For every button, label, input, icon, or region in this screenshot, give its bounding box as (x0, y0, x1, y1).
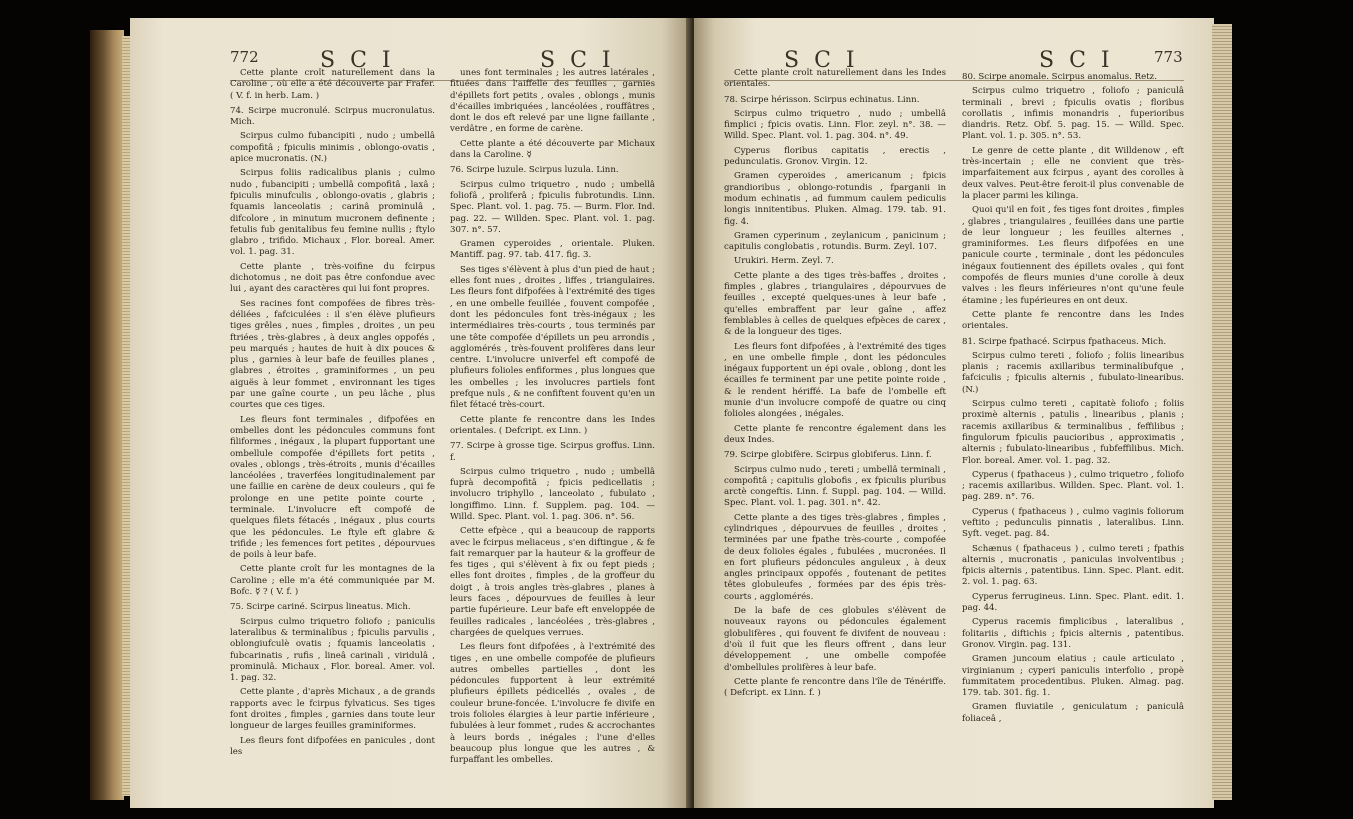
paragraph: Cette plante a des tiges très-glabres , fimples , cylindriques , dépourvues de feuilles , droites , terminées par une fpathe très-courte , compofée de deux folioles égales , fubulées , mucronées. Il en fort plufieurs pédoncules anguleux , à deux angles principaux oppofés , foutenant de petites têtes globuleufes , formées par des épis très-courts , agglomérés. (724, 512, 946, 602)
paragraph: unes font terminales ; les autres latérales , fituées dans l'aiffelle des feuilles , garnies d'épillets fort petits , ovales , oblongs , munis d'écailles imbriquées , lancéolées , rouffâtres , dont le dos eft relevé par une ligne faillante , verdâtre , en forme de carène. (450, 68, 655, 135)
paragraph: Ses racines font compofées de fibres très-déliées , fafciculées : il s'en élève plufieurs tiges grêles , nues , fimples , droites , un peu ftriées , très-glabres , à deux angles oppofés , peu marqués ; hautes de huit à dix pouces & plus , garnies à leur bafe de feuilles planes , glabres , étroites , graminiformes , un peu aiguës à leur fommet , environnant les tiges par une gaîne courte , un peu lâche , plus courtes que ces tiges. (230, 298, 435, 411)
paragraph: Scirpus culmo nudo , tereti ; umbellâ terminali , compofitâ ; capitulis globofis , ex fpiculis pluribus arctè congeftis. Linn. f. Suppl. pag. 104. — Willd. Spec. Plant. vol. 1. pag. 301. n°. 42. (724, 464, 946, 509)
paragraph: 76. Scirpe luzule. Scirpus luzula. Linn. (450, 165, 619, 176)
right-page (694, 18, 1214, 808)
paragraph: Scirpus culmo triquetro , nudo ; umbellâ foliofâ , proliferâ ; fpiculis fubrotundis. Linn. Spec. Plant. vol. 1. pag. 75. — Burm. Flor. Ind. pag. 22. — Willden. Spec. Plant. vol. 1. pag. 307. n°. 57. (450, 179, 655, 235)
paragraph: Schænus ( fpathaceus ) , culmo tereti ; fpathis alternis , mucronatis , paniculas involventibus ; fpicis alternis , patentibus. Linn. Spec. Plant. edit. 2. vol. 1. pag. 63. (962, 543, 1184, 588)
paragraph: Les fleurs font difpofées , à l'extrémité des tiges , en une ombelle compofée de plufieurs autres ombelles partielles , dont les pédoncules fupportent à leur extrémité plufieurs épillets pédicellés , ovales , de couleur brune-foncée. L'involucre fe divife en trois folioles élargies à leur partie inférieure , fubulées à leur fommet , rudes & accrochantes à leurs bords , inégales ; l'une d'elles beaucoup plus longue que les autres , & furpaffant les ombelles. (450, 642, 656, 766)
paragraph: Scirpus culmo triquetro , foliofo ; paniculâ terminali , brevi ; fpiculis ovatis ; floribus corollatis , infimis monandris , fuperioribus diandris. Retz. Obf. 5. pag. 15. — Willd. Spec. Plant. vol. 1. p. 305. n°. 53. (962, 86, 1184, 142)
paragraph: Cette plante fe rencontre dans les Indes orientales. ( Defcript. ex Linn. ) (450, 414, 655, 436)
running-header: S C I (320, 48, 395, 73)
paragraph: Cyperus ( fpathaceus ) , culmo vaginis foliorum veftito ; pedunculis pinnatis , lateralibus. Linn. Syft. veget. pag. 84. (962, 506, 1184, 540)
paragraph: Cette plante a des tiges très-baffes , droites , fimples , glabres , triangulaires , dépourvues de feuilles , excepté quelques-unes à leur bafe , qu'elles embraffent par leur gaîne , affez femblables à celles de quelques efpèces de carex , & de la longueur des tiges. (724, 270, 946, 338)
page-block-edge (122, 36, 130, 796)
paragraph: 78. Scirpe hérisson. Scirpus echinatus. Linn. (724, 94, 920, 105)
paragraph: Cette plante fe rencontre dans l'île de Ténériffe. ( Defcript. ex Linn. f. ) (724, 676, 946, 699)
running-header: S C I (1039, 48, 1114, 73)
paragraph: Cette plante croît fur les montagnes de la Caroline ; elle m'a été communiquée par M. Bofc. ☿ ? ( V. f. ) (230, 564, 435, 598)
paragraph: Cyperus ( fpathaceus ) , culmo triquetro , foliofo ; racemis axillaribus. Willden. Spec. Plant. vol. 1. pag. 289. n°. 76. (962, 469, 1184, 503)
paragraph: Gramen cyperoides , americanum ; fpicis grandioribus , oblongo-rotundis , fparganii in modum echinatis , ad fummum caulem pediculis longis innitentibus. Pluken. Almag. 179. tab. 91. fig. 4. (724, 171, 946, 227)
paragraph: Scirpus foliis radicalibus planis ; culmo nudo , fubancipiti ; umbellâ compofitâ , laxâ ; fpiculis minufculis , oblongo-ovatis , glabris ; fquamis lanceolatis ; carinâ prominulâ , difcolore , in minutum mucronem definente ; fetulis fub genitalibus feu femine nullis ; ftylo glabro , trifido. Michaux , Flor. boreal. Amer. vol. 1. pag. 31. (230, 168, 435, 258)
paragraph: Les fleurs font terminales , difpofées en ombelles dont les pédoncules communs font filiformes , inégaux , la plupart fupportant une ombellule compofée d'épillets fort petits , ovales , oblongs , très-étroits , munis d'écailles lancéolées , traverfées longitudinalement par une faillie en carène de deux couleurs , qui fe prolonge en une petite pointe courte , terminale. L'involucre eft compofé de quelques filets fétacés , inégaux , plus courts que les pédoncules. Le ftyle eft glabre & trifide ; les femences fort petites , dépourvues de poils à leur bafe. (230, 414, 435, 561)
page-block-edge (1212, 24, 1232, 800)
paragraph: Gramen cyperoides , orientale. Pluken. Mantiff. pag. 97. tab. 417. fig. 3. (450, 239, 655, 261)
paragraph: Cette plante croît naturellement dans les Indes orientales. (724, 68, 946, 90)
paragraph: 79. Scirpe globifère. Scirpus globiferus. Linn. f. (724, 450, 932, 461)
running-header: S C I (784, 48, 859, 73)
paragraph: 75. Scirpe cariné. Scirpus lineatus. Mich. (230, 602, 411, 613)
paragraph: 74. Scirpe mucronulé. Scirpus mucronulatus. Mich. (230, 105, 435, 128)
paragraph: Cette plante fe rencontre dans les Indes orientales. (962, 309, 1184, 332)
paragraph: Gramen juncoum elatius ; caule articulato , virginianum ; cyperi paniculis interfolio , propè fummitatem procedentibus. Pluken. Almag. pag. 179. tab. 301. fig. 1. (962, 654, 1184, 699)
paragraph: Cette plante a été découverte par Michaux dans la Caroline. ☿ (450, 138, 655, 161)
paragraph: Gramen fluviatile , geniculatum ; paniculâ foliaceâ , (962, 702, 1184, 724)
text-column-left (230, 68, 435, 761)
paragraph: Cyperus floribus capitatis , erectis , pedunculatis. Gronov. Virgin. 12. (724, 145, 946, 168)
running-header: S C I (540, 48, 615, 73)
paragraph: 80. Scirpe anomale. Scirpus anomalus. Retz. (962, 72, 1157, 82)
paragraph: 77. Scirpe à grosse tige. Scirpus groffus. Linn. f. (450, 441, 655, 463)
paragraph: Urukiri. Herm. Zeyl. 7. (734, 256, 834, 267)
paragraph: Gramen cyperinum , zeylanicum , panicinum ; capitulis conglobatis , rotundis. Burm. Zeyl. 107. (724, 230, 946, 253)
page-number: 773 (1154, 48, 1183, 66)
paragraph: Scirpus culmo fubancipiti , nudo ; umbellâ compofitâ ; fpiculis minimis , oblongo-ovatis , apice mucronatis. (N.) (230, 131, 435, 165)
paragraph: Les fleurs font difpofées en panicules , dont les (230, 735, 435, 757)
paragraph: Cyperus ferrugineus. Linn. Spec. Plant. edit. 1. pag. 44. (962, 591, 1184, 614)
paragraph: Scirpus culmo tereti , capitatè foliofo ; foliis proximè alternis , patulis , linearibus , planis ; racemis axillaribus & terminalibus , feffilibus ; fingulorum fpiculis paucioribus , approximatis , alternis ; fubulato-linearibus , fubfeffilibus. Mich. Flor. boreal. Amer. vol. 1. pag. 32. (962, 399, 1184, 466)
paragraph: Scirpus culmo triquetro foliofo ; paniculis lateralibus & terminalibus ; fpiculis parvulis , oblongiufculè ovatis ; fquamis lanceolatis , fubcarinatis , rufis , lineâ carinali , viridulâ , prominulâ. Michaux , Flor. boreal. Amer. vol. 1. pag. 32. (230, 616, 435, 684)
text-column-right (962, 68, 1184, 728)
paragraph: De la bafe de ces globules s'élèvent de nouveaux rayons ou pédoncules également globulifères , qui fouvent fe divifent de nouveau : d'où il fuit que les fleurs offrent , dans leur développement , une ombelle compofée d'ombellules prolifères à leur bafe. (724, 606, 946, 673)
paragraph: Cette plante , d'après Michaux , a de grands rapports avec le fcirpus fylvaticus. Ses tiges font droites , fimples , garnies dans toute leur longueur de larges feuilles graminiformes. (230, 687, 435, 732)
paragraph: Cyperus racemis fimplicibus , lateralibus , folitariis , diftichis ; fpicis alternis , patentibus. Gronov. Virgin. pag. 131. (962, 617, 1184, 650)
paragraph: Cette efpèce , qui a beaucoup de rapports avec le fcirpus meliaceus , s'en diftingue , & fe fait remarquer par la hauteur & la groffeur de fes tiges , qui s'élèvent à fix ou fept pieds ; elles font droites , fimples , de la groffeur du doigt , à trois angles très-glabres , planes à leurs faces , dépourvues de feuilles à leur partie fupérieure. Leur bafe eft enveloppée de feuilles radicales , lancéolées , très-glabres , chargées de quelques verrues. (450, 526, 655, 638)
paragraph: Scirpus culmo triquetro , nudo ; umbellâ fuprà decompofitâ ; fpicis pedicellatis ; involucro triphyllo , lanceolato , fubulato , longiffimo. Linn. f. Supplem. pag. 104. — Willd. Spec. Plant. vol. 1. pag. 306. n°. 56. (450, 466, 655, 522)
text-column-left (724, 68, 946, 702)
book-spine-edge (90, 30, 124, 800)
paragraph: Cette plante , très-voifine du fcirpus dichotomus , ne doit pas être confondue avec lui , ayant des caractères qui lui font propres. (230, 261, 435, 295)
paragraph: Cette plante fe rencontre également dans les deux Indes. (724, 423, 946, 445)
text-column-right (450, 68, 655, 770)
paragraph: Ses tiges s'élèvent à plus d'un pied de haut ; elles font nues , droites , liffes , triangulaires. Les fleurs font difpofées à l'extrémité des tiges , en une ombelle feuillée , fouvent compofée , dont les pédoncules font très-inégaux ; les intermédiaires très-courts , tous terminés par une tête compofée d'épillets un peu arrondis , agglomérés , très-fouvent prolifères dans leur centre. L'involucre univerfel eft compofé de plufieurs folioles enfiformes , plus longues que les ombelles ; les involucres partiels font prefque nuls , & ne confiftent fouvent qu'en un filet fétacé très-court. (450, 264, 655, 411)
paragraph: Cette plante croît naturellement dans la Caroline , où elle a été découverte par Frafer. ( V. f. in herb. Lam. ) (230, 68, 435, 101)
paragraph: Quoi qu'il en foit , fes tiges font droites , fimples , glabres , triangulaires , feuillées dans une partie de leur longueur ; les feuilles alternes , graminiformes. Les fleurs difpofées en une panicule courte , terminale , dont les pédoncules inégaux foutiennent des épillets ovales , qui font compofés de fleurs munies d'une corolle à deux valves : les fleurs inférieures n'ont qu'une feule étamine ; les fupérieures en ont deux. (962, 205, 1184, 306)
paragraph: 81. Scirpe fpathacé. Scirpus fpathaceus. Mich. (962, 336, 1167, 347)
paragraph: Scirpus culmo tereti , foliofo ; foliis linearibus planis ; racemis axillaribus terminalibufque , fafciculis ; fpiculis alternis , fubulato-linearibus. (N.) (962, 350, 1184, 395)
paragraph: Les fleurs font difpofées , à l'extrémité des tiges , en une ombelle fimple , dont les pédoncules inégaux fupportent un épi ovale , oblong , dont les écailles fe terminent par une petite pointe roide , & le rendent hériffé. La bafe de l'ombelle eft munie d'un involucre compofé de quatre ou cinq folioles alongées , inégales. (724, 341, 946, 420)
paragraph: Le genre de cette plante , dit Willdenow , eft très-incertain ; elle ne convient que très-imparfaitement aux fcirpus , ayant des corolles à deux valves. Peut-être feroit-il plus convenable de la placer parmi les kilinga. (962, 145, 1184, 201)
page-number: 772 (230, 48, 259, 66)
left-page (130, 18, 690, 808)
paragraph: Scirpus culmo triquetro , nudo ; umbellâ fimplici ; fpicis ovatis. Linn. Flor. zeyl. n°. 38. — Willd. Spec. Plant. vol. 1. pag. 304. n°. 49. (724, 108, 946, 142)
